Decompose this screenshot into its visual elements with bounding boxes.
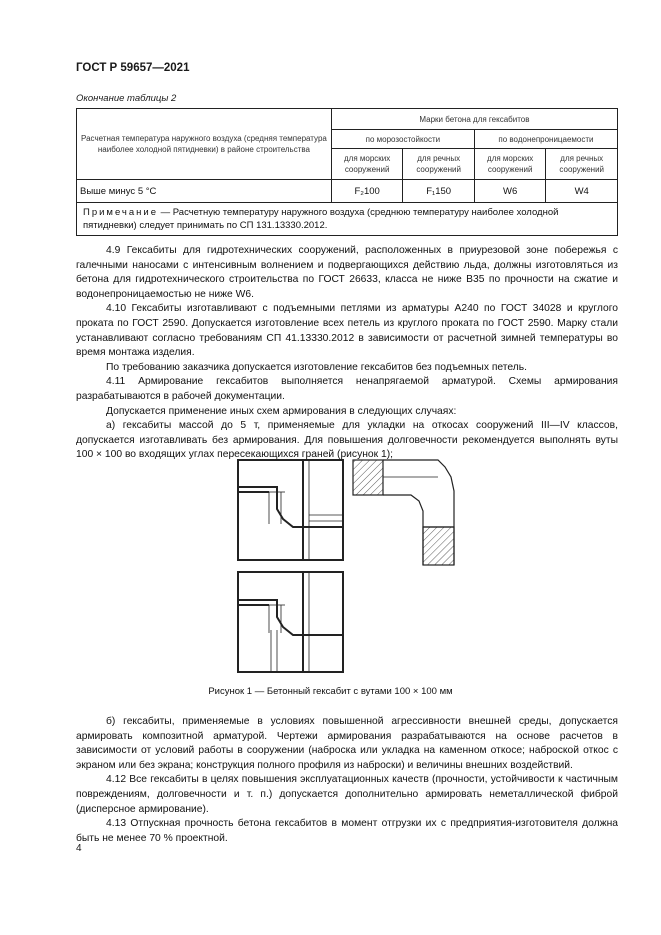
paragraph: Допускается применение иных схем армирования в следующих случаях:	[106, 405, 457, 417]
paragraph: 4.12 Все гексабиты в целях повышения эксплуатационных качеств (прочности, устойчивости к частичным повреждениям, долговечности и т. п.) допускается дополнительно армировать неметаллической фиброй (дисперсное армирование).	[76, 774, 618, 815]
column-header-river-frost: для речных сооружений	[403, 149, 475, 180]
paragraph: 4.13 Отпускная прочность бетона гексабитов в момент отгрузки их с предприятия-изготовителя должна быть не менее 70 % проектной.	[76, 818, 618, 844]
cell-value: F₂100	[331, 180, 403, 203]
hexabit-figure	[233, 455, 463, 680]
paragraph: б) гексабиты, применяемые в условиях повышенной агрессивности внешней среды, допускается армировать композитной арматурой. Чертежи армирования разрабатываются на основе расчетов в зависимости от условий работы в сооружении (наброска или укладка на каменном откосе; наброской откос с экраном или без экрана; конструкция полного профиля из наброски) и величины внешних воздействий.	[76, 716, 618, 771]
cell-value: W4	[546, 180, 618, 203]
body-section-a	[76, 244, 618, 463]
subheader-water: по водонепроницаемости	[474, 130, 617, 149]
body-section-b	[76, 715, 618, 846]
paragraph: 4.9 Гексабиты для гидротехнических сооружений, расположенных в приурезовой зоне побережья с галечными наносами с интенсивным волнением и подвергающихся действию льда, должны изготовляться из бетона для гидротехнического строительства по ГОСТ 26633, класса не ниже B35 по прочности на сжатие и водонепроницаемостью не ниже W6.	[76, 245, 618, 300]
table-note	[77, 203, 618, 236]
row-label: Выше минус 5 °С	[77, 180, 332, 203]
concrete-grades-table	[76, 108, 618, 236]
bottom-view-drawing	[238, 572, 343, 672]
side-view-drawing	[353, 460, 454, 565]
paragraph: По требованию заказчика допускается изготовление гексабитов без подъемных петель.	[106, 361, 528, 373]
column-group-header: Марки бетона для гексабитов	[331, 109, 617, 130]
column-header-temperature: Расчетная температура наружного воздуха (средняя температура наиболее холодной пятидневки) в районе строительства	[77, 109, 332, 180]
paragraph: 4.11 Армирование гексабитов выполняется ненапрягаемой арматурой. Схемы армирования разрабатываются в рабочей документации.	[76, 376, 618, 402]
cell-value: W6	[474, 180, 546, 203]
paragraph: а) гексабиты массой до 5 т, применяемые для укладки на откосах сооружений III—IV классов, допускается изготавливать без армирования. Для повышения долговечности рекомендуется выполнять вуты 100 × 100 во входящих углах пересекающихся граней (рисунок 1);	[76, 420, 618, 461]
subheader-frost: по морозостойкости	[331, 130, 474, 149]
paragraph: 4.10 Гексабиты изготавливают с подъемными петлями из арматуры А240 по ГОСТ 34028 и круглого проката по ГОСТ 2590. Допускается изготовление всех петель из круглого проката по ГОСТ 2590. Марку стали устанавливают согласно требованиям СП 41.13330.2012 в зависимости от расчетной зимней температуры во время монтажа изделия.	[76, 303, 618, 359]
document-header: ГОСТ Р 59657—2021	[76, 62, 190, 74]
figure-caption: Рисунок 1 — Бетонный гексабит с вутами 100 × 100 мм	[208, 686, 453, 697]
cell-value: F₁150	[403, 180, 475, 203]
column-header-sea-frost: для морских сооружений	[331, 149, 403, 180]
table-row	[77, 180, 618, 203]
note-text: — Расчетную температуру наружного воздуха (среднюю температуру наиболее холодной пятидневки) следует принимать по СП 131.13330.2012.	[83, 207, 559, 231]
column-header-sea-water: для морских сооружений	[474, 149, 546, 180]
page-number: 4	[76, 843, 82, 854]
note-label: Примечание	[83, 207, 158, 218]
top-view-drawing	[238, 460, 343, 560]
column-header-river-water: для речных сооружений	[546, 149, 618, 180]
table-caption: Окончание таблицы 2	[76, 93, 177, 104]
